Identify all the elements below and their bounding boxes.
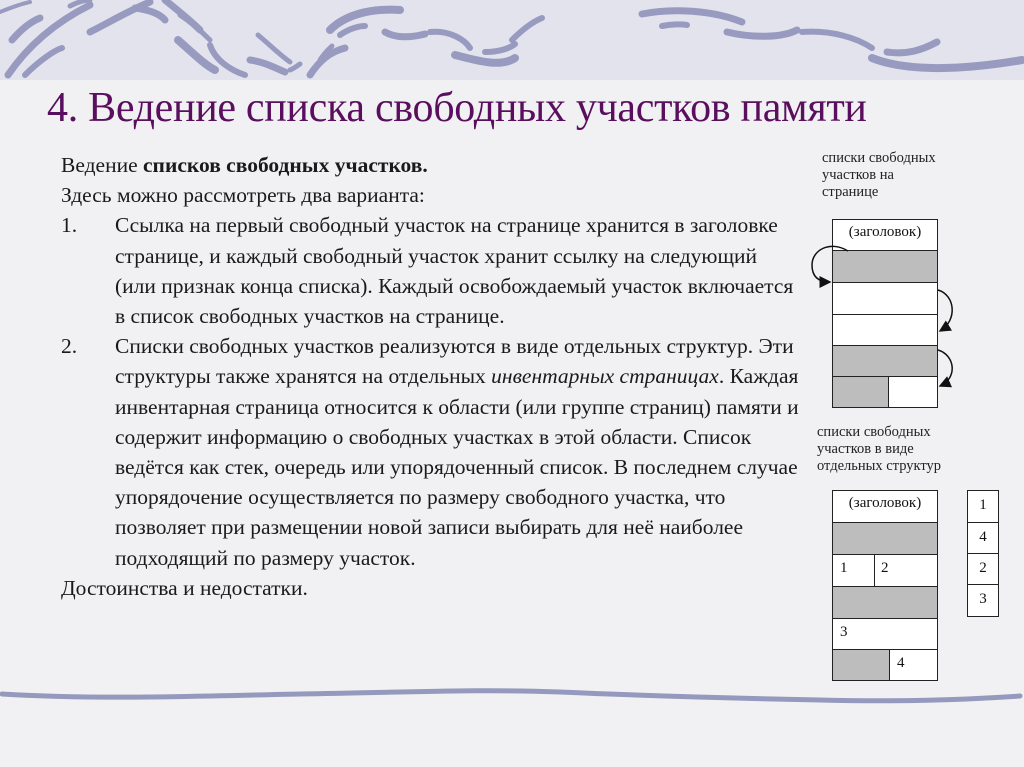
stack-cell: 2 xyxy=(968,553,998,585)
page-header-label: (заголовок) xyxy=(848,224,922,240)
list-item-text-after: . Каждая инвентарная страница относится к области (или группе страниц) памяти и содержит информацию о свободных участках в этой области. Список ведётся как стек, очередь или упорядоченный список. В последнем случае упорядочение осуществляется по размеру свободного участка, что позволяет при размещении новой записи выбирать для неё наиболее подходящий по размеру участок. xyxy=(115,364,799,570)
used-block xyxy=(833,250,937,282)
list-item-number: 1. xyxy=(61,213,78,238)
intro-prefix: Ведение xyxy=(61,153,144,177)
diagram-1-page xyxy=(832,219,938,408)
diagram-1-label-line: участков на xyxy=(822,167,894,183)
free-block-number: 2 xyxy=(881,560,889,576)
split-block xyxy=(833,376,937,407)
list-item-number: 2. xyxy=(61,334,78,359)
split-block xyxy=(833,649,937,680)
intro-line xyxy=(61,150,801,180)
stack-cell: 3 xyxy=(968,584,998,616)
free-block-number: 4 xyxy=(897,655,905,671)
free-block-number: 1 xyxy=(840,560,848,576)
diagram-1-label xyxy=(822,150,936,201)
diagram-2-label-line: участков в виде xyxy=(817,441,914,457)
free-block-number: 3 xyxy=(840,624,848,640)
list-item-text: Ссылка на первый свободный участок на странице хранится в заголовке странице, и каждый свободный участок хранит ссылку на следующий (или признак конца списка). Каждый освобождаемый участок включается в список свободных участков на странице. xyxy=(115,213,794,329)
diagram-2-label-line: списки свободных xyxy=(817,424,931,440)
free-list-stack xyxy=(967,490,999,617)
list-item-text-italic: инвентарных страницах xyxy=(491,364,719,389)
diagram-2-label xyxy=(817,424,941,475)
used-block xyxy=(833,345,937,376)
free-block xyxy=(833,618,937,649)
used-block xyxy=(833,586,937,618)
free-block xyxy=(833,282,937,314)
list-item-text-before: Списки свободных участков реализуются в виде отдельных структур. Эти структуры также хранятся на отдельных xyxy=(115,334,794,389)
list-item-1 xyxy=(61,210,801,331)
intro-bold: списков свободных участков. xyxy=(143,153,428,177)
used-block-part xyxy=(833,377,888,407)
decorative-header-band xyxy=(0,0,1024,80)
diagram-1-label-line: списки свободных xyxy=(822,150,936,166)
block-divider xyxy=(888,377,889,407)
brush-stroke-decoration-icon xyxy=(0,0,1024,80)
lead-line: Здесь можно рассмотреть два варианта: xyxy=(61,183,425,208)
block-divider xyxy=(889,650,890,680)
used-block xyxy=(833,522,937,554)
bottom-rule-decoration-icon xyxy=(0,680,1024,710)
slide-title: 4. Ведение списка свободных участков памяти xyxy=(47,85,867,131)
diagram-2-label-line: отдельных структур xyxy=(817,458,942,474)
split-block xyxy=(833,554,937,586)
free-block xyxy=(833,314,937,345)
used-block-part xyxy=(833,650,889,680)
slide-body xyxy=(61,150,801,603)
list-item-2 xyxy=(61,331,801,573)
diagram-1-label-line: странице xyxy=(822,184,879,200)
block-divider xyxy=(874,555,875,586)
page-header-label: (заголовок) xyxy=(848,495,922,511)
stack-cell: 1 xyxy=(979,497,987,513)
conclusion-line: Достоинства и недостатки. xyxy=(61,575,308,600)
stack-cell: 4 xyxy=(968,522,998,554)
diagram-2-page xyxy=(832,490,938,681)
